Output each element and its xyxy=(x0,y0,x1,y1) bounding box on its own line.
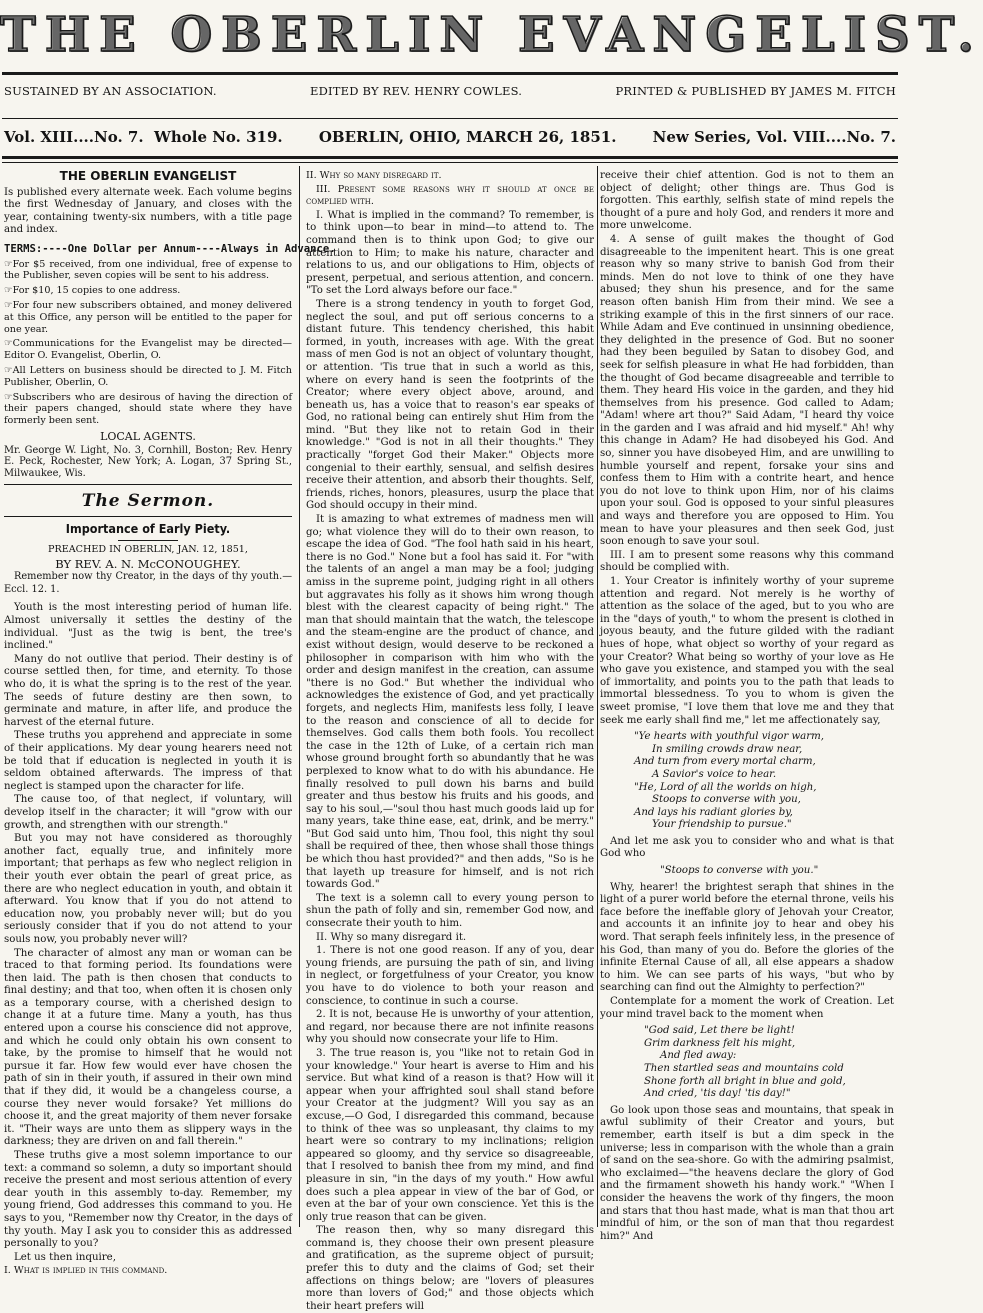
subscription-terms: TERMS:----One Dollar per Annum----Always in Advance. xyxy=(4,242,336,255)
sermon-paragraph: The cause too, of that neglect, if voluntary, will develop itself in the character; it will "grow with our growth, and strengthen with our strength." xyxy=(4,794,292,831)
sermon-paragraph: 4. A sense of guilt makes the thought of God disagreeable to the impenitent heart. This is one great reason why so many strive to banish God from their minds. Men do not love to think of one they have abused; they shun his presence, and for the same reason often banish Him from their mind. We see a striking example of this in the first sinners of our race. While Adam and Eve continued in unsinning obedience, they delighted in the presence of God. But no sooner had they been beguiled by Satan to disobey God, and seek for selfish pleasure in what He had forbidden, than the thought of God became disagreeable and terrible to them. They heard His voice in the garden, and they hid themselves from his presence. God called to Adam; "Adam! where art thou?" Said Adam, "I heard thy voice in the garden and I was afraid and hid myself." Ah! why this change in Adam? He had disobeyed his God. And so, sinner you have disobeyed Him, and are unwilling to humble yourself and repent, forsake your sins and confess them to Him with a contrite heart, and hence you do not love to think upon Him, nor of his claims upon your soul. God is opposed to your sinful pleasures and ways and therefore you are opposed to Him. You mean to have your pleasures and then seek God, just soon enough to save your soul. xyxy=(600,233,894,548)
sermon-paragraph: I. What is implied in the command? To remember, is to think upon—to bear in mind—to attend to. The command then is to think upon God; to give our attention to Him; to make his nature, character and relations to us, and our obligations to Him, objects of present, perpetual, and serious attention, and concern. "To set the Lord always before our face." xyxy=(306,209,594,297)
issue-dateline: OBERLIN, OHIO, MARCH 26, 1851. xyxy=(318,128,617,146)
subscription-note: ☞For four new subscribers obtained, and money delivered at this Office, any person will be entitled to the paper for one year. xyxy=(4,299,292,335)
sermon-paragraph: And let me ask you to consider who and what is that God who xyxy=(600,835,894,860)
section-rule xyxy=(4,516,292,517)
sermon-title: Importance of Early Piety. xyxy=(65,520,231,536)
sermon-paragraph: These truths give a most solemn importance to our text: a command so solemn, a duty so important should receive the present and most serious attention of every dear youth in this assembly to-day. Remember, my young friend, God addresses this command to you. He says to you, "Remember now thy Creator, in the days of thy youth. May I ask you to consider this as addressed personally to you? xyxy=(4,1150,292,1250)
hymn-line: "Ye hearts with youthful vigor warm, xyxy=(634,731,825,743)
sermon-paragraph: III. I am to present some reasons why this command should be complied with. xyxy=(600,549,894,574)
sermon-paragraph: There is a strong tendency in youth to forget God, neglect the soul, and put off serious concerns to a distant future. This tendency cherished, this habit formed, in youth, increases with age. With the great mass of men God is not an object of voluntary thought, or attention. 'Tis true that in such a world as this, where on every hand is seen the footprints of the Creator; where every object above, around, and beneath us, has a voice that to reason's ear speaks of God, no rational being can entirely shut Him from the mind. "But they like not to retain God in their knowledge." "God is not in all their thoughts." They practically "forget God their Maker." Objects more congenial to their earthly, sensual, and selfish desires receive their attention, and absorb their thoughts. Self, friends, riches, honors, pleasures, usurp the place that God should occupy in their mind. xyxy=(306,298,594,512)
issue-rule-bottom xyxy=(2,162,898,163)
sermon-paragraph: The character of almost any man or woman can be traced to that forming period. Its foundations were then laid. The path is then chosen that conducts to final destiny; and that too, when often it is chosen only as a temporary course, with a cherished design to change it at a future time. Many a youth, has thus entered upon a course his conscience did not approve, and which he could only obtain his own consent to take, by the promise to himself that he would not pursue it far. How few would ever have chosen the path of sin in their youth, if assured in their own mind that if they did, it would be a changeless course, a course they never would forsake? Yet millions do choose it, and the great majority of them never forsake it. "Their ways are unto them as slippery ways in the darkness; they are driven on and fall therein." xyxy=(4,947,292,1148)
subheader-publisher: PRINTED & PUBLISHED BY JAMES M. FITCH xyxy=(615,84,896,98)
sermon-quote: "Stoops to converse with you." xyxy=(660,865,819,877)
issue-line xyxy=(4,128,896,146)
issue-volume-whole xyxy=(4,128,283,146)
title-rule xyxy=(118,540,178,541)
section-rule xyxy=(4,484,292,485)
poem-line: "God said, Let there be light! xyxy=(644,1025,795,1037)
publication-box-title: THE OBERLIN EVANGELIST xyxy=(59,169,237,183)
sermon-paragraph: II. Why so many disregard it. xyxy=(316,931,467,943)
hymn-line: "He, Lord of all the worlds on high, xyxy=(634,781,817,793)
local-agents-title: LOCAL AGENTS. xyxy=(100,429,196,443)
sermon-paragraph: Why, hearer! the brightest seraph that shines in the light of a purer world before the eternal throne, veils his face before the ineffable glory of Jehovah your Creator, and accounts it an infinite joy to hear and obey his word. That seraph feels infinitely less, in the presence of his God, than many of you do. Before the glories of the infinite Eternal Cause of all, all else appears a shadow to him. We can see parts of his ways, "but who by searching can find out the Almighty to perfection?" xyxy=(600,881,894,994)
column-2 xyxy=(306,170,594,1312)
sermon-paragraph: These truths you apprehend and appreciate in some of their applications. My dear young hearers need not be told that if education is neglected in youth it is seldom obtained afterwards. The impress of that neglect is stamped upon the character for life. xyxy=(4,730,292,792)
sermon-paragraph: The text is a solemn call to every young person to shun the path of folly and sin, remember God now, and consecrate their youth to him. xyxy=(306,892,594,930)
hymn-line: And turn from every mortal charm, xyxy=(634,756,816,768)
column-separator-1 xyxy=(299,166,300,1227)
sermon-paragraph: Let us then inquire, xyxy=(14,1251,116,1263)
poem-verse xyxy=(600,1025,894,1101)
subscription-note: ☞For $10, 15 copies to one address. xyxy=(4,285,181,297)
hymn-line: In smiling crowds draw near, xyxy=(652,743,803,755)
subscription-note: ☞Subscribers who are desirous of having the direction of their papers changed, should state where they have formerly been sent. xyxy=(4,391,292,427)
sermon-paragraph: 1. There is not one good reason. If any of you, dear young friends, are pursuing the path of sin, and living in neglect, or forgetfulness of your Creator, you know you have to do violence to both your reason and conscience, to continue in such a course. xyxy=(306,945,594,1007)
sermon-subheading: I. What is implied in this command. xyxy=(4,1265,168,1277)
newspaper-title: THE OBERLIN EVANGELIST. xyxy=(0,7,983,63)
hymn-line: Stoops to converse with you, xyxy=(652,794,801,806)
column-3 xyxy=(600,170,894,1242)
sermon-paragraph: 2. It is not, because He is unworthy of your attention, and regard, nor because there are not infinite reasons why you should now consecrate your life to Him. xyxy=(306,1009,594,1046)
issue-whole-number: Whole No. 319. xyxy=(154,128,283,146)
sermon-paragraph: But you may not have considered as thoroughly another fact, equally true, and infinitely more important; that perhaps as few who neglect religion in their youth ever obtain the pearl of great price, as there are who neglect education in youth, and obtain it afterward. You know that if you do not attend to education now, you probably never will; but do you seriously consider that if you do not attend to your souls now, you probably never will? xyxy=(4,833,292,945)
sermon-paragraph: receive their chief attention. God is not to them an object of delight; other things are. Thus God is forgotten. This earthly, selfish state of mind repels the thought of a pure and holy God, and renders it more and more unwelcome. xyxy=(600,170,894,232)
sermon-paragraph: 3. The true reason is, you "like not to retain God in your knowledge." Your heart is averse to Him and his service. But what kind of a reason is that? How will it appear when your affrighted soul shall stand before your Creator at the judgment? Will you say as an excuse,—O God, I disregarded this command, because to think of thee was so unpleasant, thy claims to my heart were so contrary to my inclinations; religion appeared so gloomy, and thy service so disagreeable, that I resolved to banish thee from my mind, and find pleasure in sin, "in the days of my youth." How awful does such a plea appear in view of the bar of God, or even at the bar of your own conscience. Yet this is the only true reason that can be given. xyxy=(306,1047,594,1223)
subscription-note: ☞Communications for the Evangelist may be directed—Editor O. Evangelist, Oberlin, O. xyxy=(4,338,292,362)
issue-volume: Vol. XIII....No. 7. xyxy=(4,128,144,146)
column-1 xyxy=(4,169,336,1277)
sermon-paragraph: 1. Your Creator is infinitely worthy of your supreme attention and regard. Not merely is he worthy of attention as the solace of the aged, but to you who are in the "days of youth," to whom the present is clothed in joyous beauty, and the future gilded with the radiant hues of hope, what object so worthy of your regard as your Creator? What being so worthy of your love as He who gave you existence, and stamped you with the seal of immortality, and points you to the path that leads to immortal blessedness. To you to whom is given the sweet promise, "I love them that love me and they that seek me early shall find me," let me affectionately say, xyxy=(600,576,894,726)
hymn-line: A Savior's voice to hear. xyxy=(652,768,777,780)
poem-line: And fled away: xyxy=(660,1050,737,1062)
hymn-line: And lays his radiant glories by, xyxy=(634,806,793,818)
issue-series: New Series, Vol. VIII....No. 7. xyxy=(652,128,896,146)
sermon-paragraph: It is amazing to what extremes of madness men will go; what violence they will do to their own reason, to escape the idea of God. "The fool hath said in his heart, there is no God." None but a fool has said it. For "with the talents of an angel a man may be a fool; judging amiss in the supreme point, judging right in all others but aggravates his folly as it shows him wrong though blest with the clearest capacity of being right." The man that should maintain that the watch, the telescope and the steam-engine are the product of chance, and exist without design, would deserve to be reckoned a philosopher in comparison with him who with the order and design manifest in the creation, can assume "there is no God." But whether the individual who acknowledges the existence of God, and yet practically forgets, and neglects Him, manifests less folly, I leave to the reason and conscience of all to decide for themselves. God calls them both fools. You recollect the case in the 12th of Luke, of a certain rich man whose ground brought forth so abundantly that he was perplexed to know what to do with his abundance. He finally resolved to pull down his barns and build greater and thus bestow his fruits and his goods, and say to his soul,—"soul thou hast much goods laid up for many years, take thine ease, eat, drink, and be merry." "But God said unto him, Thou fool, this night thy soul shall be required of thee, then whose shall those things be which thou hast provided?" and then adds, "So is he that layeth up treasure for himself, and is not rich towards God." xyxy=(306,514,594,891)
section-heading: The Sermon. xyxy=(81,490,215,511)
subheader-rule xyxy=(2,118,898,119)
sermon-byline: BY REV. A. N. McCONOUGHEY. xyxy=(55,556,241,571)
sermon-verse: Remember now thy Creator, in the days of thy youth.—Eccl. 12. 1. xyxy=(4,571,292,595)
masthead-rule xyxy=(2,72,898,75)
sermon-paragraph: Youth is the most interesting period of human life. Almost universally it settles the destiny of the individual. "Just as the twig is bent, the tree's inclined." xyxy=(4,602,292,652)
sermon-paragraph: The reason then, why so many disregard this command is, they choose their own present pleasure and gratification, as the supreme object of pursuit; prefer this to duty and the claims of God; set their affections on things below; are "lovers of pleasures more than lovers of God;" and those objects which their heart prefers will xyxy=(306,1225,594,1312)
subheader-left: SUSTAINED BY AN ASSOCIATION. xyxy=(4,84,217,98)
column-separator-2 xyxy=(597,166,598,1227)
subheader xyxy=(4,84,896,98)
poem-line: Then startled seas and mountains cold xyxy=(644,1062,844,1074)
hymn-verse xyxy=(600,731,894,832)
subheader-editor: EDITED BY REV. HENRY COWLES. xyxy=(310,84,523,98)
sermon-preached: PREACHED IN OBERLIN, JAN. 12, 1851, xyxy=(48,544,248,556)
poem-line: Grim darkness felt his might, xyxy=(644,1037,796,1049)
sermon-subheading: III. Present some reasons why it should at once be complied with. xyxy=(306,183,594,208)
sermon-paragraph: Many do not outlive that period. Their destiny is of course settled then, for time, and eternity. To those who do, it is what the spring is to the rest of the year. The seeds of future destiny are then sown, to germinate and mature, in after life, and produce the harvest of the eternal future. xyxy=(4,653,292,728)
local-agents: Mr. George W. Light, No. 3, Cornhill, Boston; Rev. Henry E. Peck, Rochester, New York; A. Logan, 37 Spring St., Milwaukee, Wis. xyxy=(4,444,292,480)
publication-intro: Is published every alternate week. Each volume begins the first Wednesday of January, and closes with the year, containing twenty-six numbers, with a title page and index. xyxy=(4,186,292,236)
sermon-subheading: II. Why so many disregard it. xyxy=(306,170,442,181)
sermon-paragraph: Contemplate for a moment the work of Creation. Let your mind travel back to the moment when xyxy=(600,996,894,1020)
poem-line: Shone forth all bright in blue and gold, xyxy=(644,1075,846,1087)
subscription-note: ☞For $5 received, from one individual, free of expense to the Publisher, seven copies will be sent to his address. xyxy=(4,258,292,282)
subscription-note: ☞All Letters on business should be directed to J. M. Fitch Publisher, Oberlin, O. xyxy=(4,364,292,388)
sermon-paragraph: Go look upon those seas and mountains, that speak in awful sublimity of their Creator and yours, but remember, earth itself is but a dim speck in the universe; less in comparison with the whole than a grain of sand on the sea-shore. Go with the admiring psalmist, who exclaimed—"the heavens declare the glory of God and the firmament showeth his handy work." "When I consider the heavens the work of thy fingers, the moon and stars that thou hast made, what is man that thou art mindful of him, or the son of man that thou regardest him?" And xyxy=(600,1104,894,1242)
masthead xyxy=(0,0,983,70)
issue-rule-top xyxy=(2,156,898,159)
hymn-line: Your friendship to pursue." xyxy=(652,819,792,831)
poem-line: And cried, 'tis day! 'tis day!" xyxy=(644,1088,791,1100)
